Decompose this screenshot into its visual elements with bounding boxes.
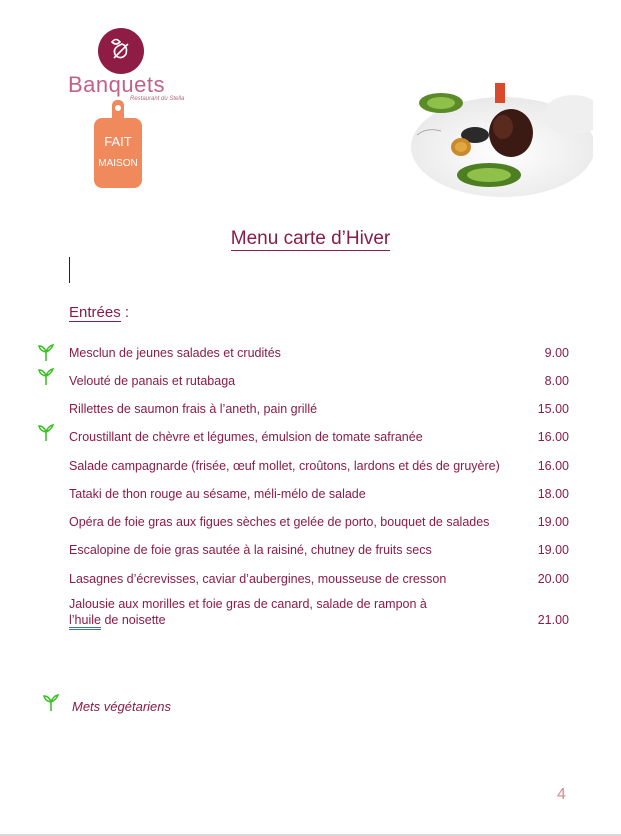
logo-wordmark: Banquets bbox=[68, 72, 165, 97]
fait-maison-board bbox=[92, 100, 144, 190]
banquets-logo bbox=[68, 28, 198, 108]
item-name-underlined: l’huile bbox=[69, 613, 101, 630]
item-price: 19.00 bbox=[537, 543, 569, 557]
item-price: 19.00 bbox=[537, 515, 569, 529]
item-price: 16.00 bbox=[537, 459, 569, 473]
item-price: 21.00 bbox=[537, 613, 569, 627]
vegetarian-legend: Mets végétariens bbox=[72, 699, 171, 714]
item-name: Escalopine de foie gras sautée à la raisiné, chutney de fruits secs bbox=[69, 543, 432, 557]
item-price: 8.00 bbox=[544, 374, 569, 388]
page-number: 4 bbox=[557, 786, 566, 803]
food-photo bbox=[403, 75, 593, 205]
menu-item bbox=[69, 596, 569, 628]
leaf-icon bbox=[42, 694, 60, 712]
item-name-line1: Jalousie aux morilles et foie gras de canard, salade de rampon à bbox=[69, 597, 427, 611]
board-line1: FAIT bbox=[104, 134, 132, 149]
leaf-icon bbox=[37, 344, 55, 362]
item-name: Rillettes de saumon frais à l’aneth, pain grillé bbox=[69, 402, 318, 416]
logo-subtitle: Restaurant du Stella bbox=[130, 96, 185, 102]
section-suffix: : bbox=[120, 304, 130, 321]
menu-title bbox=[0, 228, 621, 250]
item-name: Mesclun de jeunes salades et crudités bbox=[69, 346, 281, 360]
item-name: Opéra de foie gras aux figues sèches et gelée de porto, bouquet de salades bbox=[69, 515, 490, 529]
item-price: 18.00 bbox=[537, 487, 569, 501]
item-name: Salade campagnarde (frisée, œuf mollet, croûtons, lardons et dés de gruyère) bbox=[69, 459, 500, 473]
item-price: 9.00 bbox=[544, 346, 569, 360]
item-price: 15.00 bbox=[537, 402, 569, 416]
leaf-icon bbox=[37, 424, 55, 442]
item-name: Velouté de panais et rutabaga bbox=[69, 374, 236, 388]
leaf-icon bbox=[37, 368, 55, 386]
item-price: 20.00 bbox=[537, 572, 569, 586]
item-name bbox=[69, 596, 509, 628]
section-entrees bbox=[69, 304, 129, 321]
text-cursor bbox=[69, 257, 70, 283]
item-name: Lasagnes d’écrevisses, caviar d’aubergines, mousseuse de cresson bbox=[69, 572, 447, 586]
section-label: Entrées bbox=[69, 304, 121, 321]
logo-emblem bbox=[98, 28, 144, 74]
item-name: Tataki de thon rouge au sésame, méli-mélo de salade bbox=[69, 487, 366, 501]
board-line2: MAISON bbox=[98, 158, 138, 169]
item-name-line2: de noisette bbox=[100, 613, 166, 627]
item-name: Croustillant de chèvre et légumes, émulsion de tomate safranée bbox=[69, 430, 423, 444]
item-price: 16.00 bbox=[537, 430, 569, 444]
menu-title-text: Menu carte d’Hiver bbox=[230, 228, 391, 249]
